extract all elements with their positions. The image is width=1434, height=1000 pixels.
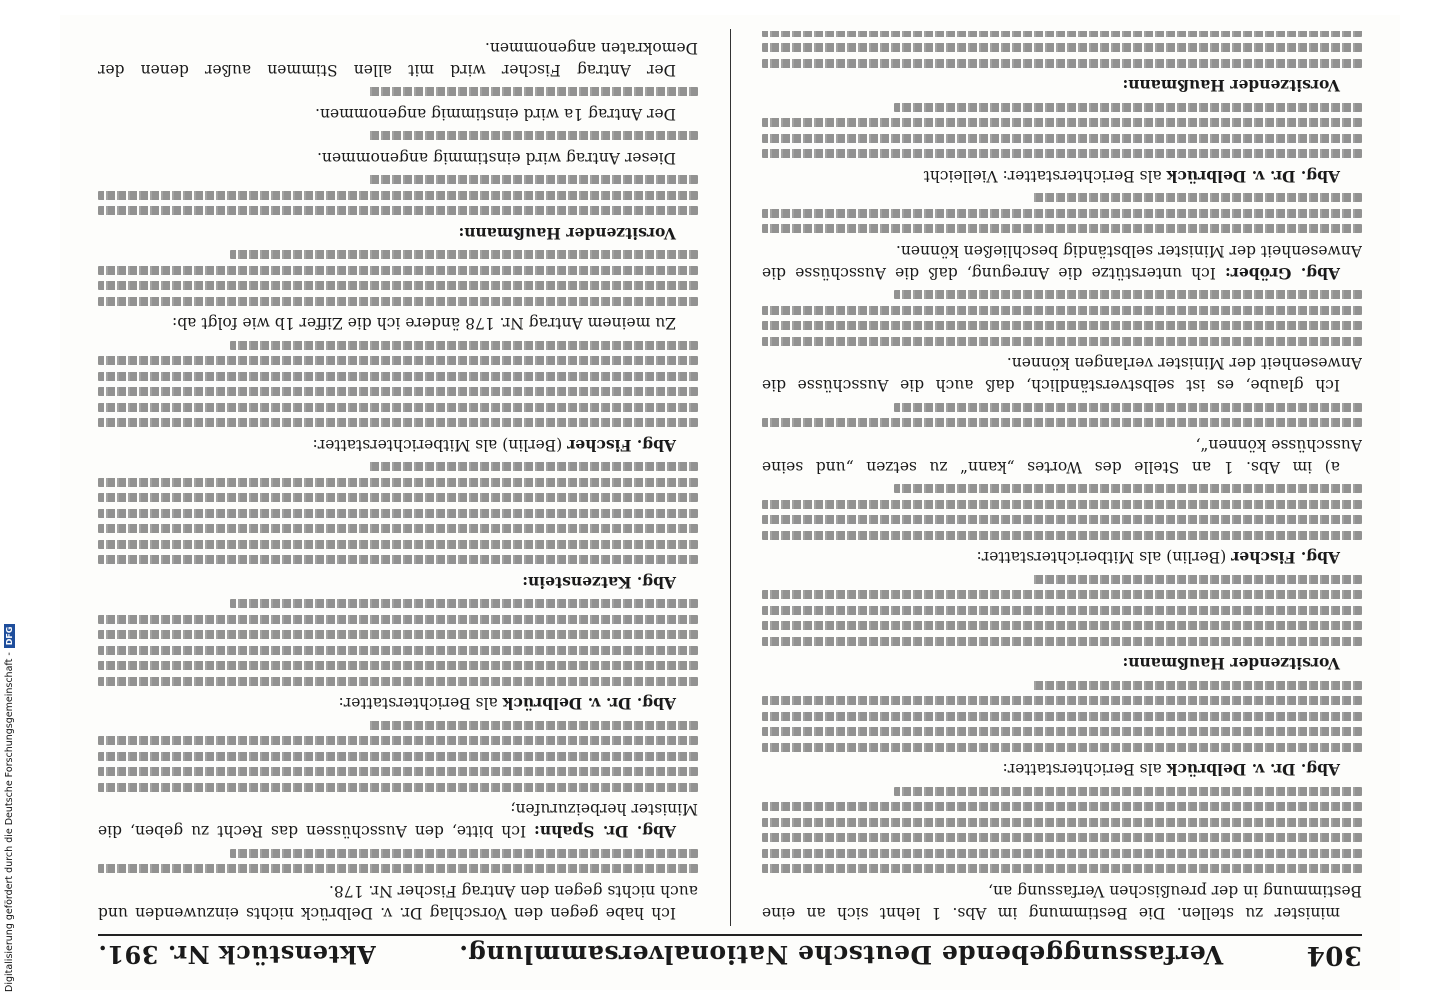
illegible-text-lines <box>98 600 698 687</box>
text-line <box>762 419 1362 428</box>
text-line <box>762 337 1362 346</box>
paragraph-text <box>98 880 698 924</box>
paragraph <box>762 681 1362 781</box>
paragraph-text <box>98 222 698 244</box>
document-page <box>60 15 1400 990</box>
text-line <box>230 341 698 350</box>
paragraph <box>98 31 698 81</box>
column-divider <box>730 29 731 926</box>
paragraph-text <box>98 799 698 843</box>
speaker-name: Abg. Dr. v. Delbrück <box>1166 167 1340 186</box>
speaker-name: Vorsitzender Haußmann: <box>1122 76 1340 96</box>
illegible-text-lines <box>98 132 698 141</box>
paragraph <box>98 132 698 170</box>
text-line <box>762 209 1362 218</box>
text-line <box>98 556 698 565</box>
illegible-text-lines <box>762 485 1362 541</box>
text-line <box>98 662 698 671</box>
text-line <box>762 500 1362 509</box>
text-line <box>762 712 1362 721</box>
text-line <box>368 721 698 730</box>
text-line <box>98 266 698 275</box>
paragraph-body: Zu meinem Antrag Nr. 178 ändere ich die Ziffer 1b wie folgt ab: <box>172 314 676 333</box>
text-line <box>98 509 698 518</box>
illegible-text-lines <box>762 103 1362 159</box>
text-line <box>98 737 698 746</box>
paragraph <box>762 103 1362 187</box>
paragraph-body: Ich habe gegen den Vorschlag Dr. v. Delbrück nichts einzuwenden und auch nichts gegen den Antrag Fischer Nr. 178. <box>98 882 698 922</box>
speaker-name: Abg. Fischer <box>1231 548 1340 568</box>
text-line <box>762 834 1362 843</box>
text-line <box>762 865 1362 874</box>
dfg-logo: DFG <box>4 624 15 649</box>
text-line <box>98 783 698 792</box>
paragraph <box>98 600 698 715</box>
text-line <box>762 637 1362 646</box>
illegible-text-lines <box>98 176 698 216</box>
paragraph <box>98 463 698 594</box>
text-line <box>98 207 698 216</box>
speaker-name: Abg. Dr. Spahn: <box>534 822 676 842</box>
paragraph <box>98 176 698 245</box>
paragraph-body: (Berlin) als Mitberichterstatter: <box>312 436 563 454</box>
illegible-text-lines <box>98 463 698 565</box>
paragraph-text <box>762 759 1362 781</box>
text-line <box>368 132 698 141</box>
paragraph-body: a) im Abs. 1 an Stelle des Wortes „kann“ zu setzen „und seine Ausschüsse können“, <box>762 436 1362 476</box>
illegible-text-lines <box>98 251 698 307</box>
text-line <box>368 88 698 97</box>
text-line <box>762 849 1362 858</box>
header-rule <box>98 934 1362 936</box>
paragraph-text <box>762 75 1362 97</box>
text-line <box>1032 194 1362 203</box>
text-line <box>894 291 1362 300</box>
paragraph-text <box>762 434 1362 478</box>
text-line <box>98 357 698 366</box>
text-line <box>98 752 698 761</box>
text-line <box>762 743 1362 752</box>
text-line <box>762 306 1362 315</box>
paragraph-body: Der Antrag 1a wird einstimmig angenommen. <box>315 105 676 123</box>
paragraph-body: als Berichterstatter: <box>338 694 498 713</box>
paragraph <box>98 721 698 843</box>
text-line <box>762 134 1362 143</box>
text-line <box>98 631 698 640</box>
digitization-credit <box>0 0 18 1000</box>
paragraph-body: Dieser Antrag wird einstimmig angenommen. <box>317 149 676 167</box>
illegible-text-lines <box>762 787 1362 874</box>
text-line <box>762 516 1362 525</box>
text-line <box>230 251 698 260</box>
document-label: Aktenstück Nr. 391. <box>98 940 376 969</box>
paragraph <box>98 849 698 924</box>
speaker-name: Abg. Katzenstein: <box>522 573 676 592</box>
text-line <box>230 600 698 609</box>
paragraph-text <box>98 434 698 456</box>
page-number: 304 <box>1306 940 1362 970</box>
text-line <box>762 728 1362 737</box>
text-line <box>1032 575 1362 584</box>
paragraph <box>98 88 698 126</box>
illegible-text-lines <box>762 403 1362 428</box>
paragraph-text <box>98 147 698 169</box>
paragraph <box>98 341 698 456</box>
paragraph <box>762 31 1362 97</box>
text-line <box>98 768 698 777</box>
speaker-name: Abg. Fischer <box>567 436 676 455</box>
text-line <box>762 59 1362 68</box>
paragraph-text <box>762 353 1362 397</box>
paragraph-body: als Berichterstatter: Vielleicht <box>923 167 1162 185</box>
paragraph-text <box>98 693 698 715</box>
illegible-text-lines <box>98 849 698 874</box>
paragraph <box>762 403 1362 478</box>
paragraph-body: Ich unterstütze die Anregung, daß die Ausschüsse die Anwesenheit der Minister selbständig beschließen können. <box>762 242 1362 282</box>
speaker-name: Vorsitzender Haußmann: <box>458 224 676 243</box>
text-line <box>762 44 1362 53</box>
illegible-text-lines <box>98 721 698 792</box>
paragraph-text <box>762 165 1362 187</box>
text-line <box>762 591 1362 600</box>
text-line <box>762 697 1362 706</box>
text-line <box>894 485 1362 494</box>
paragraph-text <box>762 547 1362 569</box>
paragraph-text <box>98 37 698 81</box>
text-line <box>98 388 698 397</box>
paragraph <box>762 194 1362 285</box>
text-line <box>98 525 698 534</box>
speaker-name: Abg. Dr. v. Delbrück <box>1166 760 1340 780</box>
text-line <box>368 463 698 472</box>
text-line <box>98 403 698 412</box>
text-line <box>762 119 1362 128</box>
text-line <box>894 103 1362 112</box>
text-line <box>98 540 698 549</box>
text-line <box>98 615 698 624</box>
text-line <box>98 677 698 686</box>
text-line <box>762 606 1362 615</box>
paragraph-body: (Berlin) als Mitberichterstatter: <box>976 548 1227 567</box>
text-line <box>98 297 698 306</box>
text-line <box>98 372 698 381</box>
right-column <box>98 31 698 924</box>
text-line <box>368 176 698 185</box>
text-line <box>762 622 1362 631</box>
text-line <box>98 646 698 655</box>
paragraph-body: minister zu stellen. Die Bestimmung im Abs. 1 lehnt sich an eine Bestimmung in der preußischen Verfassung an, <box>762 882 1362 922</box>
paragraph <box>762 787 1362 924</box>
text-line <box>98 419 698 428</box>
paragraph-body: Ich bitte, den Ausschüssen das Recht zu geben, die Minister herbeizurufen; <box>98 800 698 841</box>
paragraph-text <box>98 103 698 125</box>
illegible-text-lines <box>762 681 1362 752</box>
text-line <box>894 403 1362 412</box>
illegible-text-lines <box>762 291 1362 347</box>
text-line <box>1032 681 1362 690</box>
text-line <box>98 478 698 487</box>
paragraph <box>762 485 1362 569</box>
paragraph-text <box>762 653 1362 675</box>
illegible-text-lines <box>762 31 1362 68</box>
text-line <box>98 865 698 874</box>
speaker-name: Abg. Dr. v. Delbrück <box>502 694 676 714</box>
paragraph-text <box>98 313 698 335</box>
paragraph-body: Der Antrag Fischer wird mit allen Stimmen außer denen der Demokraten angenommen. <box>98 39 698 79</box>
paragraph-text <box>98 571 698 593</box>
text-line <box>762 803 1362 812</box>
text-line <box>762 818 1362 827</box>
text-line <box>762 150 1362 159</box>
paragraph <box>762 575 1362 675</box>
illegible-text-lines <box>762 575 1362 646</box>
text-line <box>762 31 1362 37</box>
running-title: Verfassunggebende Deutsche Nationalversammlung. <box>458 940 1224 969</box>
illegible-text-lines <box>762 194 1362 234</box>
text-line <box>98 191 698 200</box>
text-line <box>894 787 1362 796</box>
text-line <box>762 225 1362 234</box>
left-column <box>762 31 1362 924</box>
illegible-text-lines <box>98 341 698 428</box>
paragraph-body: Ich glaube, es ist selbstverständlich, daß auch die Ausschüsse die Anwesenheit der Minister verlangen können. <box>762 354 1362 395</box>
illegible-text-lines <box>98 88 698 97</box>
credit-text: Digitalisierung gefördert durch die Deutsche Forschungsgemeinschaft - <box>4 652 15 992</box>
paragraph <box>98 251 698 335</box>
speaker-name: Vorsitzender Haußmann: <box>1122 654 1340 674</box>
text-line <box>762 322 1362 331</box>
text-line <box>762 531 1362 540</box>
paragraph-text <box>762 880 1362 924</box>
text-line <box>98 282 698 291</box>
page-header <box>98 940 1362 978</box>
paragraph-text <box>762 240 1362 284</box>
paragraph <box>762 291 1362 397</box>
text-line <box>98 494 698 503</box>
text-line <box>230 849 698 858</box>
paragraph-body: als Berichterstatter: <box>1002 760 1162 779</box>
speaker-name: Abg. Gröber: <box>1225 264 1340 283</box>
